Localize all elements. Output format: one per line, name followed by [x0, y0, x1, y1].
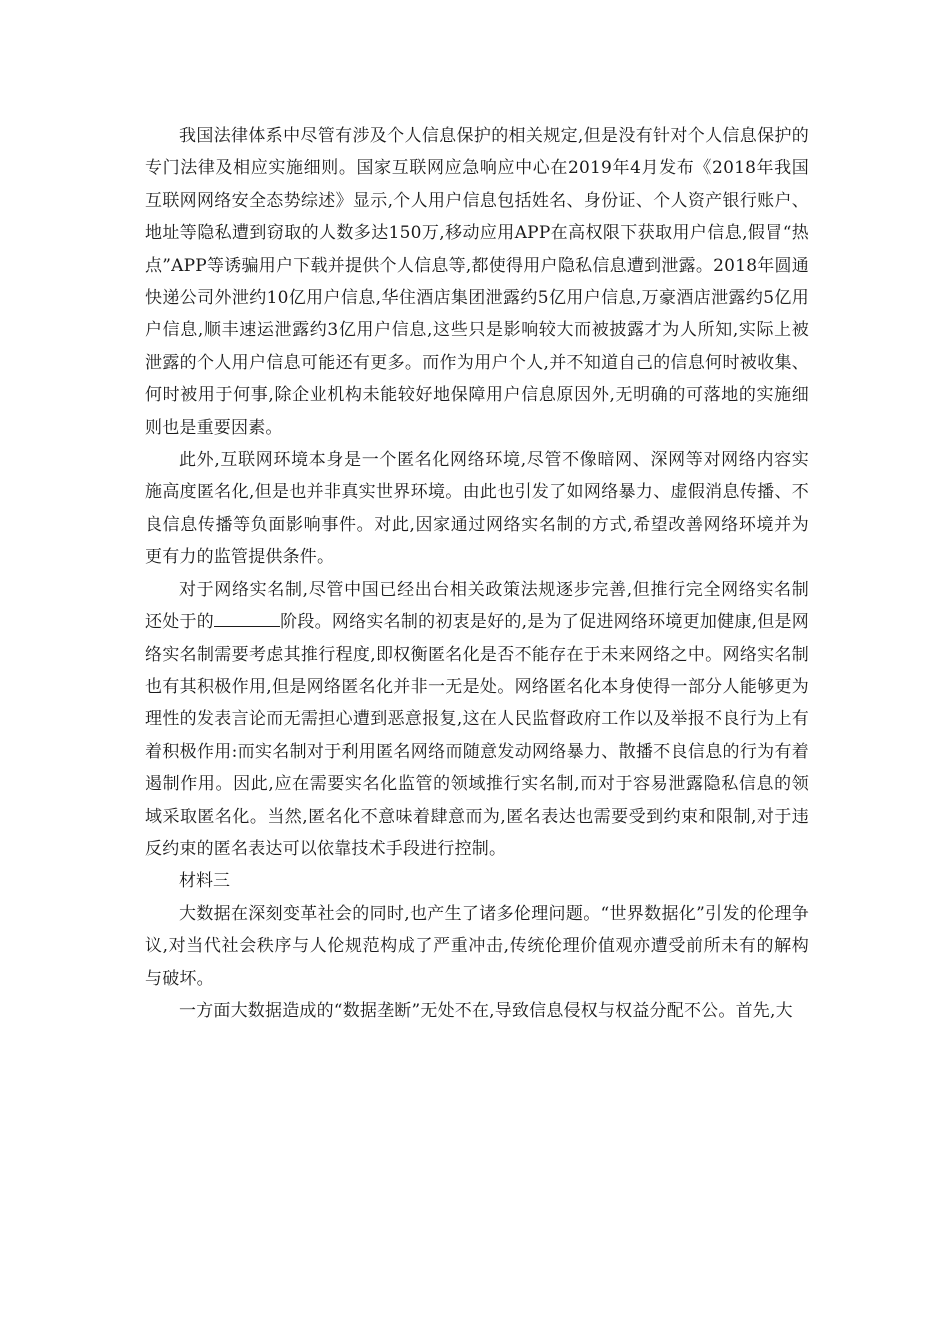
paragraph-data-monopoly: 一方面大数据造成的“数据垄断”无处不在,导致信息侵权与权益分配不公。首先,大 [179, 1000, 793, 1021]
paragraph-anonymous-network: 此外,互联网环境本身是一个匿名化网络环境,尽管不像暗网、深网等对网络内容实施高度匿名化,但是也并非真实世界环境。由此也引发了如网络暴力、虚假消息传播、不良信息传播等负面影响事件。对此,因家通过网络实名制的方式,希望改善网络环境并为更有力的监管提供条件。 [145, 450, 809, 568]
paragraph-privacy-law: 我国法律体系中尽管有涉及个人信息保护的相关规定,但是没有针对个人信息保护的专门法律及相应实施细则。国家互联网应急响应中心在2019年4月发布《2018年我国互联网网络安全态势综述》显示,个人用户信息包括姓名、身份证、个人资产银行账户、地址等隐私遭到窃取的人数多达150万,移动应用APP在高权限下获取用户信息,假冒“热点”APP等诱骗用户下载并提供个人信息等,都使得用户隐私信息遭到泄露。2018年圆通快递公司外泄约10亿用户信息,华住酒店集团泄露约5亿用户信息,万豪酒店泄露约5亿用户信息,顺丰速运泄露约3亿用户信息,这些只是影响较大而被披露才为人所知,实际上被泄露的个人用户信息可能还有更多。而作为用户个人,并不知道自己的信息何时被收集、何时被用于何事,除企业机构未能较好地保障用户信息原因外,无明确的可落地的实施细则也是重要因素。 [145, 126, 809, 438]
document-page [145, 120, 809, 1027]
fill-in-blank [214, 610, 280, 627]
paragraph-big-data-ethics: 大数据在深刻变革社会的同时,也产生了诸多伦理问题。“世界数据化”引发的伦理争议,对当代社会秩序与人伦规范构成了严重冲击,传统伦理价值观亦遭受前所未有的解构与破坏。 [145, 903, 809, 989]
paragraph-real-name-system-part2: 阶段。网络实名制的初衷是好的,是为了促进网络环境更加健康,但是网络实名制需要考虑其推行程度,即权衡匿名化是否不能存在于未来网络之中。网络实名制也有其积极作用,但是网络匿名化并非一无是处。网络匿名化本身使得一部分人能够更为理性的发表言论而无需担心遭到恶意报复,这在人民监督政府工作以及举报不良行为上有着积极作用:而实名制对于利用匿名网络而随意发动网络暴力、散播不良信息的行为有着遏制作用。因此,应在需要实名化监管的领域推行实名制,而对于容易泄露隐私信息的领域采取匿名化。当然,匿名化不意味着肆意而为,匿名表达也需要受到约束和限制,对于违反约束的匿名表达可以依靠技术手段进行控制。 [145, 612, 809, 859]
paragraph-real-name-system-part1: 对于网络实名制,尽管中国已经出台相关政策法规逐步完善,但推行完全网络实名制还处于的 [145, 579, 809, 633]
section-heading-material-3: 材料三 [179, 871, 230, 892]
paragraph-real-name-system [145, 574, 809, 866]
